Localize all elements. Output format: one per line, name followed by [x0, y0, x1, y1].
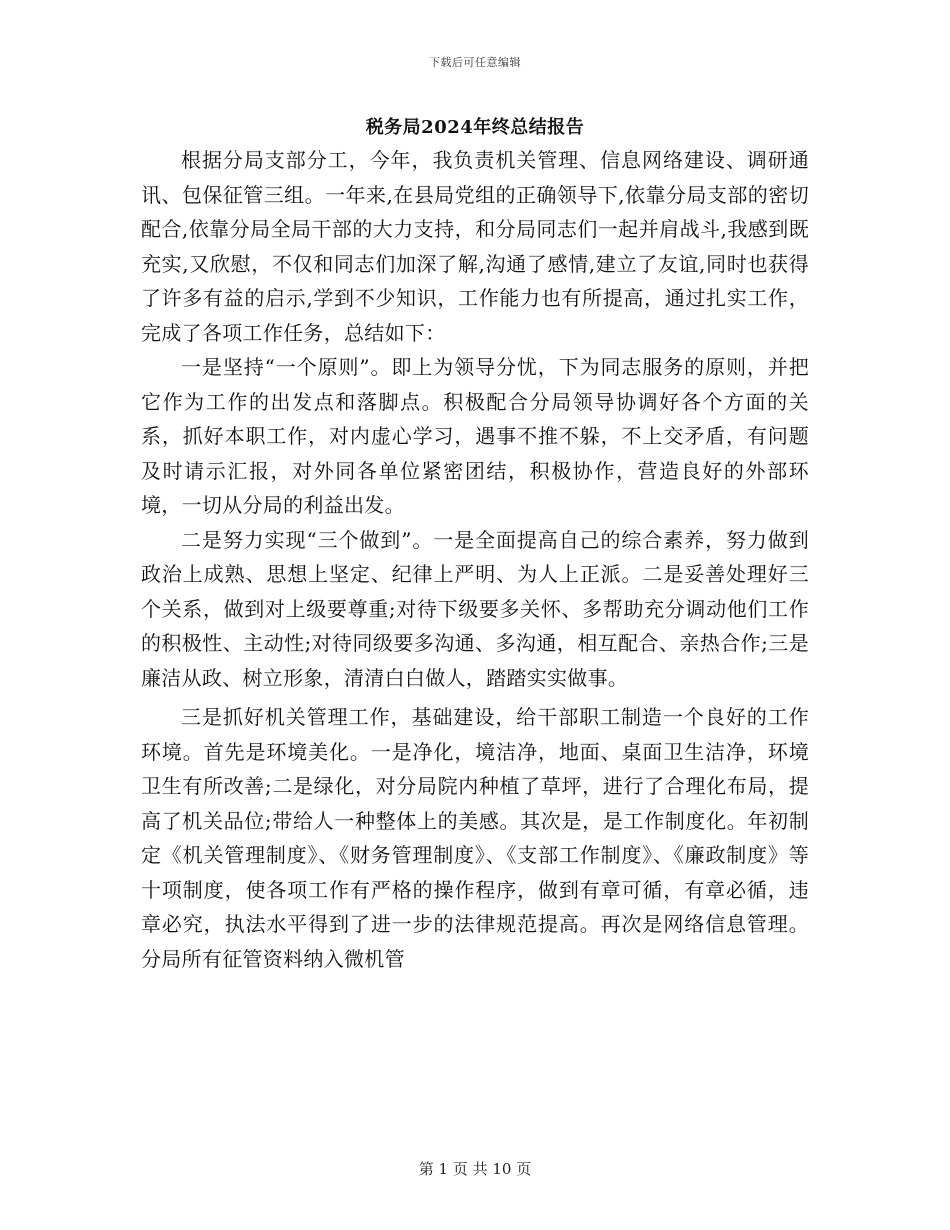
page-header-note: 下载后可任意编辑: [429, 56, 521, 69]
document-title: 税务局2024年终总结报告: [365, 117, 585, 138]
paragraph-three-achievements: 二是努力实现“三个做到”。一是全面提高自己的综合素养，努力做到政治上成熟、思想上坚定、纪律上严明、为人上正派。二是妥善处理好三个关系，做到对上级要尊重;对待下级要多关怀、多帮助充分调动他们工作的积极性、主动性;对待同级要多沟通、多沟通，相互配合、亲热合作;三是廉洁从政、树立形象，清清白白做人，踏踏实实做事。: [141, 527, 809, 690]
document-body: [141, 143, 809, 976]
paragraph-intro: 根据分局支部分工，今年，我负责机关管理、信息网络建设、调研通讯、包保征管三组。一年来,在县局党组的正确领导下,依靠分局支部的密切配合,依靠分局全局干部的大力支持，和分局同志们一起并肩战斗,我感到既充实,又欣慰，不仅和同志们加深了解,沟通了感情,建立了友谊,同时也获得了许多有益的启示,学到不少知识，工作能力也有所提高，通过扎实工作，完成了各项工作任务，总结如下：: [141, 148, 809, 345]
paragraph-office-management: 三是抓好机关管理工作，基础建设，给干部职工制造一个良好的工作环境。首先是环境美化。一是净化，境洁净，地面、桌面卫生洁净，环境卫生有所改善;二是绿化，对分局院内种植了草坪，进行了合理化布局，提高了机关品位;带给人一种整体上的美感。其次是，是工作制度化。年初制定《机关管理制度》、《财务管理制度》、《支部工作制度》、《廉政制度》等十项制度，使各项工作有严格的操作程序，做到有章可循，有章必循，违章必究，执法水平得到了进一步的法律规范提高。再次是网络信息管理。分局所有征管资料纳入微机管: [141, 705, 809, 971]
page-number: 第 1 页 共 10 页: [418, 1160, 532, 1178]
paragraph-one-principle: 一是坚持“一个原则”。即上为领导分忧，下为同志服务的原则，并把它作为工作的出发点和落脚点。积极配合分局领导协调好各个方面的关系，抓好本职工作，对内虚心学习，遇事不推不躲，不上交矛盾，有问题及时请示汇报，对外同各单位紧密团结，积极协作，营造良好的外部环境，一切从分局的利益出发。: [141, 355, 809, 517]
